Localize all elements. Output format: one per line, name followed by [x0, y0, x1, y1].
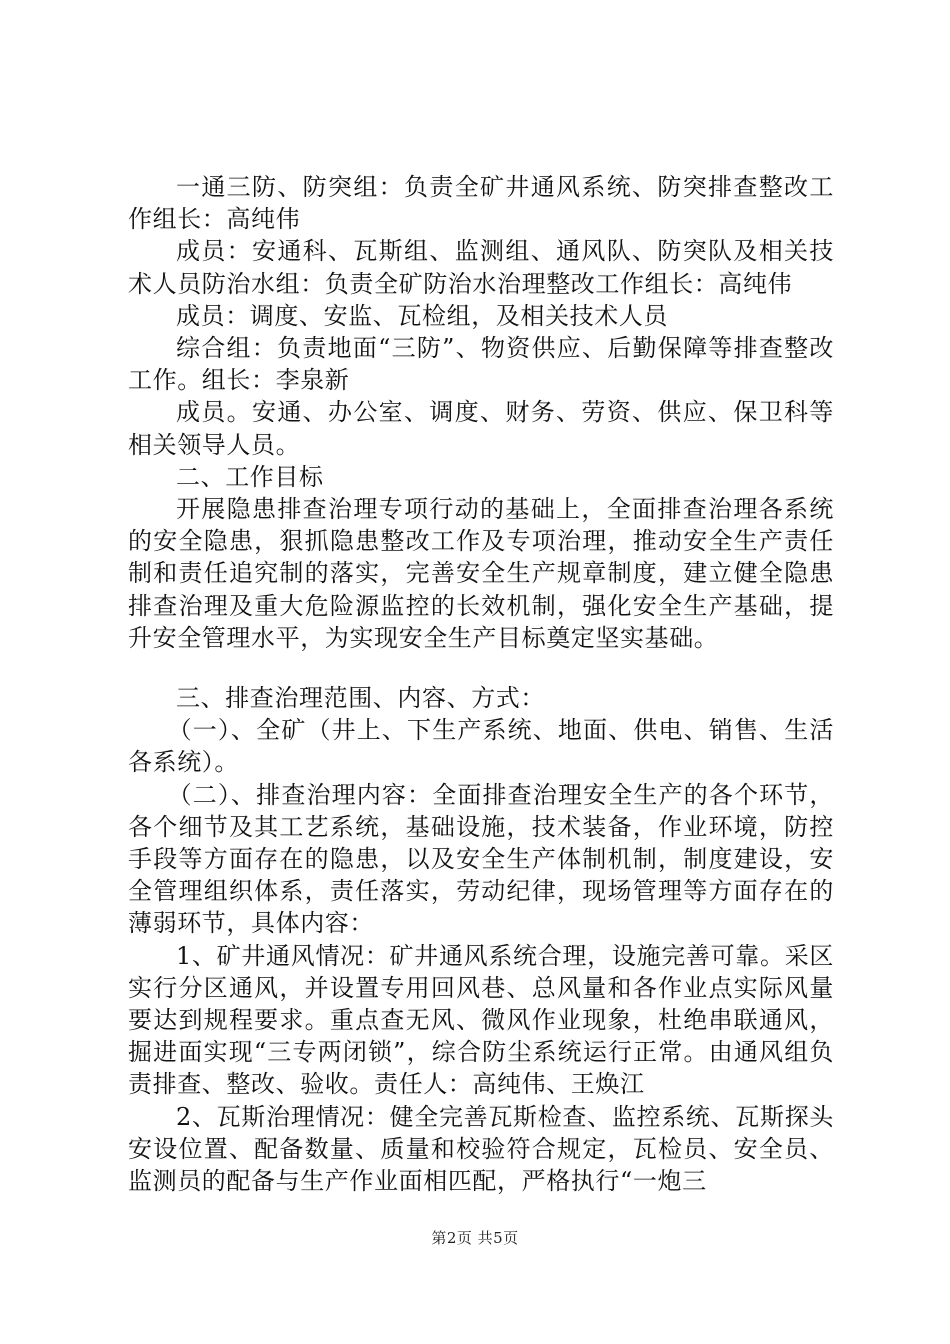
paragraph-gas-control: 2、瓦斯治理情况：健全完善瓦斯检查、监控系统、瓦斯探头安设位置、配备数量、质量和校验符合规定，瓦检员、安全员、监测员的配备与生产作业面相匹配，严格执行“一炮三	[128, 1102, 834, 1196]
paragraph-water-members: 成员：调度、安监、瓦检组，及相关技术人员	[176, 301, 668, 330]
paragraph-general-group: 综合组：负责地面“三防”、物资供应、后勤保障等排查整改工作。组长：李泉新	[128, 334, 834, 395]
paragraph-content: （二）、排查治理内容：全面排查治理安全生产的各个环节，各个细节及其工艺系统，基础设施，技术装备，作业环境，防控手段等方面存在的隐患，以及安全生产体制机制，制度建设，安全管理组织体系，责任落实，劳动纪律，现场管理等方面存在的薄弱环节，具体内容：	[128, 780, 834, 938]
paragraph-ventilation-status: 1、矿井通风情况：矿井通风系统合理，设施完善可靠。采区实行分区通风，并设置专用回风巷、总风量和各作业点实际风量要达到规程要求。重点查无风、微风作业现象，杜绝串联通风，掘进面实现“三专两闭锁”，综合防尘系统运行正常。由通风组负责排查、整改、验收。责任人：高纯伟、王焕江	[128, 941, 834, 1099]
document-body	[128, 171, 834, 1197]
page-indicator: 第2页 共5页	[431, 1229, 519, 1247]
paragraph-ventilation-group: 一通三防、防突组：负责全矿井通风系统、防突排查整改工作组长：高纯伟	[128, 173, 834, 234]
heading-scope-content: 三、排查治理范围、内容、方式：	[176, 684, 545, 713]
paragraph-work-goals: 开展隐患排查治理专项行动的基础上，全面排查治理各系统的安全隐患，狠抓隐患整改工作及专项治理，推动安全生产责任制和责任追究制的落实，完善安全生产规章制度，建立健全隐患排查治理及重大危险源监控的长效机制，强化安全生产基础，提升安全管理水平，为实现安全生产目标奠定坚实基础。	[128, 495, 834, 652]
paragraph-scope: （一）、全矿（井上、下生产系统、地面、供电、销售、生活各系统）。	[128, 716, 834, 777]
heading-work-goals: 二、工作目标	[176, 462, 324, 491]
paragraph-ventilation-members: 成员：安通科、瓦斯组、监测组、通风队、防突队及相关技术人员防治水组：负责全矿防治水治理整改工作组长：高纯伟	[128, 237, 834, 298]
paragraph-general-members: 成员。安通、办公室、调度、财务、劳资、供应、保卫科等相关领导人员。	[128, 398, 834, 459]
